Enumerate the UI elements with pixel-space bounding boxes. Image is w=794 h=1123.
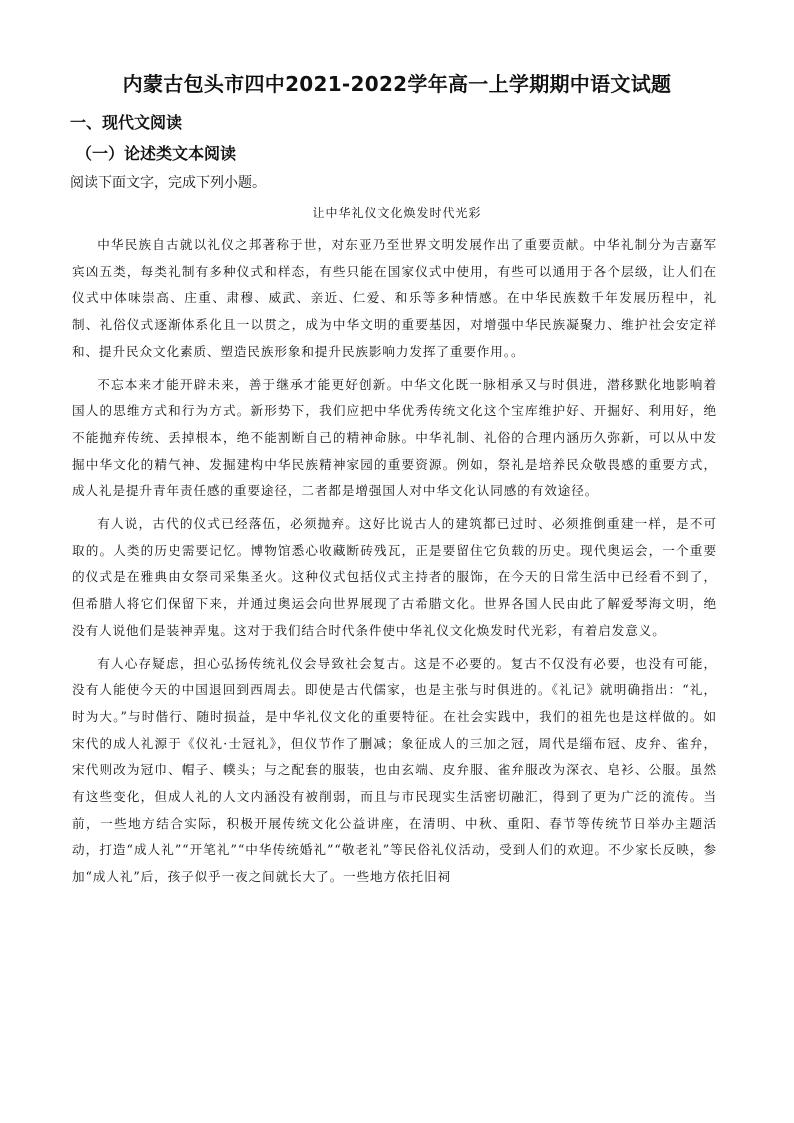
reading-instruction: 阅读下面文字，完成下列小题。 (70, 175, 266, 191)
section-heading: 一、现代文阅读 (70, 113, 183, 132)
paragraph: 中华民族自古就以礼仪之邦著称于世，对东亚乃至世界文明发展作出了重要贡献。中华礼制分为吉嘉军宾凶五类，每类礼制有多种仪式和样态，有些只能在国家仪式中使用，有些可以通用于各个层级，让人们在仪式中体味崇高、庄重、肃穆、威武、亲近、仁爱、和乐等多种情感。在中华民族数千年发展历程中，礼制、礼俗仪式逐渐体系化且一以贯之，成为中华文明的重要基因，对增强中华民族凝聚力、维护社会安定祥和、提升民众文化素质、塑造民族形象和提升民族影响力发挥了重要作用。。 (72, 237, 717, 359)
paragraph: 不忘本来才能开辟未来，善于继承才能更好创新。中华文化既一脉相承又与时俱进，潜移默化地影响着国人的思维方式和行为方式。新形势下，我们应把中华优秀传统文化这个宝库维护好、开掘好、利用好，绝不能抛弃传统、丢掉根本，绝不能割断自己的精神命脉。中华礼制、礼俗的合理内涵历久弥新，可以从中发掘中华文化的精气神、发掘建构中华民族精神家园的重要资源。例如，祭礼是培养民众敬畏感的重要方式，成人礼是提升青年责任感的重要途径，二者都是增强国人对中华文化认同感的有效途径。 (72, 376, 717, 499)
paragraph: 有人说，古代的仪式已经落伍，必须抛弃。这好比说古人的建筑都已过时、必须推倒重建一样，是不可取的。人类的历史需要记忆。博物馆悉心收藏断砖残瓦，正是要留住它负载的历史。现代奥运会，一个重要的仪式是在雅典由女祭司采集圣火。这种仪式包括仪式主持者的服饰，在今天的日常生活中已经看不到了，但希腊人将它们保留下来，并通过奥运会向世界展现了古希腊文化。世界各国人民由此了解爱琴海文明，绝没有人说他们是装神弄鬼。这对于我们结合时代条件使中华礼仪文化焕发时代光彩，有着启发意义。 (72, 516, 717, 638)
document-title: 内蒙古包头市四中2021-2022学年高一上学期期中语文试题 (122, 72, 672, 96)
subsection-heading: （一）论述类文本阅读 (76, 144, 237, 163)
essay-body (72, 232, 717, 897)
paragraph: 有人心存疑虑，担心弘扬传统礼仪会导致社会复古。这是不必要的。复古不仅没有必要，也没有可能，没有人能使今天的中国退回到西周去。即使是古代儒家，也是主张与时俱进的。《礼记》就明确指出：“礼，时为大。”与时偕行、随时损益，是中华礼仪文化的重要特征。在社会实践中，我们的祖先也是这样做的。如宋代的成人礼源于《仪礼·士冠礼》，但仪节作了删减；象征成人的三加之冠，周代是缁布冠、皮弁、雀弁，宋代则改为冠巾、帽子、幞头；与之配套的服装，也由玄端、皮弁服、雀弁服改为深衣、皂衫、公服。虽然有这些变化，但成人礼的人文内涵没有被削弱，而且与市民现实生活密切融汇，得到了更为广泛的流传。当前，一些地方结合实际，积极开展传统文化公益讲座，在清明、中秋、重阳、春节等传统节日举办主题活动，打造“成人礼”“开笔礼”“中华传统婚礼”“敬老礼”等民俗礼仪活动，受到人们的欢迎。不少家长反映，参加“成人礼”后，孩子似乎一夜之间就长大了。一些地方依托旧祠 (72, 655, 717, 885)
essay-title: 让中华礼仪文化焕发时代光彩 (312, 206, 482, 220)
